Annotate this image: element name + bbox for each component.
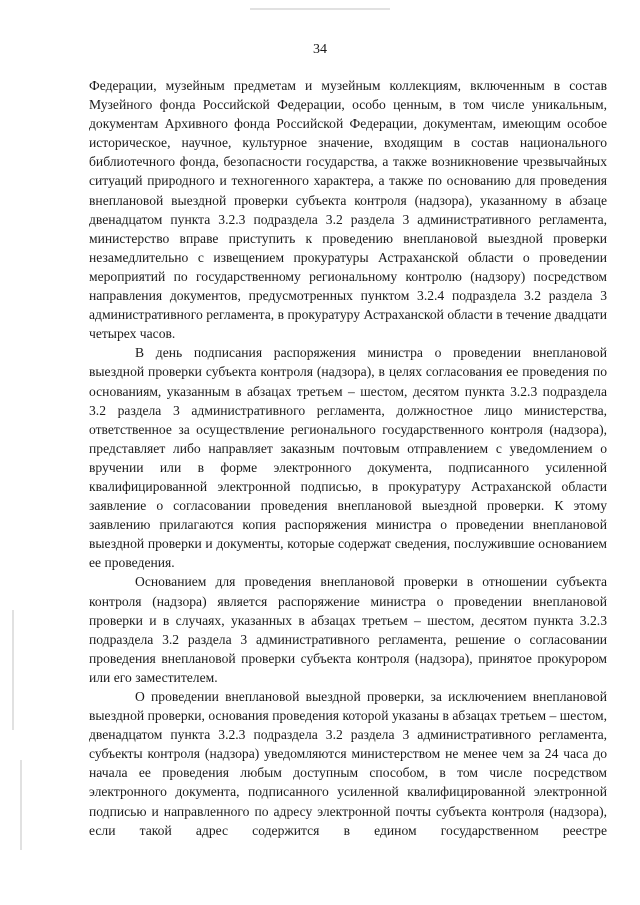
paragraph-inspection-basis: Основанием для проведения внеплановой проверки в отношении субъекта контроля (надзора) является распоряжение министра о проведении внеплановой проверки и в случаях, указанных в абзацах третьем – шестом, десятом пункта 3.2.3 подраздела 3.2 раздела 3 административного регламента, решение о согласовании проведения внеплановой проверки субъекта контроля (надзора), принятое прокурором или его заместителем. [89,574,607,685]
scan-artifact [250,8,390,10]
paragraph-continuation: Федерации, музейным предметам и музейным коллекциям, включенным в состав Музейного фонда Российской Федерации, особо ценным, в том числе уникальным, документам Архивного фонда Российской Федерации, документам, имеющим особое историческое, научное, культурное значение, входящим в состав национального библиотечного фонда, безопасности государства, а также возникновение чрезвычайных ситуаций природного и техногенного характера, а также по основанию для проведения внеплановой выездной проверки субъекта контроля (надзора), указанному в абзаце двенадцатом пункта 3.2.3 подраздела 3.2 раздела 3 административного регламента, министерство вправе приступить к проведению внеплановой выездной проверки незамедлительно с извещением прокуратуры Астраханской области о проведении мероприятий по государственному региональному контролю (надзору) посредством направления документов, предусмотренных пунктом 3.2.4 подраздела 3.2 раздела 3 административного регламента, в прокуратуру Астраханской области в течение двадцати четырех часов. [89,78,607,342]
paragraph-notification: О проведении внеплановой выездной проверки, за исключением внеплановой выездной проверки, основания проведения которой указаны в абзацах третьем – шестом, двенадцатом пункта 3.2.3 подраздела 3.2 раздела 3 административного регламента, субъекты контроля (надзора) уведомляются министерством не менее чем за 24 часа до начала ее проведения любым доступным способом, в том числе посредством электронного документа, подписанного усиленной квалифицированной электронной подписью и направленного по адресу электронной почты субъекта контроля (надзора), если такой адрес содержится в едином государственном реестре [89,689,607,838]
scan-artifact [12,610,14,730]
paragraph-approval-request: В день подписания распоряжения министра о проведении внеплановой выездной проверки субъекта контроля (надзора), в целях согласования ее проведения по основаниям, указанным в абзацах третьем – шестом, десятом пункта 3.2.3 подраздела 3.2 раздела 3 административного регламента, должностное лицо министерства, ответственное за осуществление регионального государственного контроля (надзора), представляет либо направляет заказным почтовым отправлением с уведомлением о вручении или в форме электронного документа, подписанного усиленной квалифицированной электронной подписью, в прокуратуру Астраханской области заявление о согласовании проведения внеплановой выездной проверки. К этому заявлению прилагаются копия распоряжения министра о проведении внеплановой выездной проверки и документы, которые содержат сведения, послужившие основанием ее проведения. [89,345,607,571]
document-body [89,76,607,840]
page-number: 34 [313,42,327,57]
scan-artifact [20,760,22,850]
